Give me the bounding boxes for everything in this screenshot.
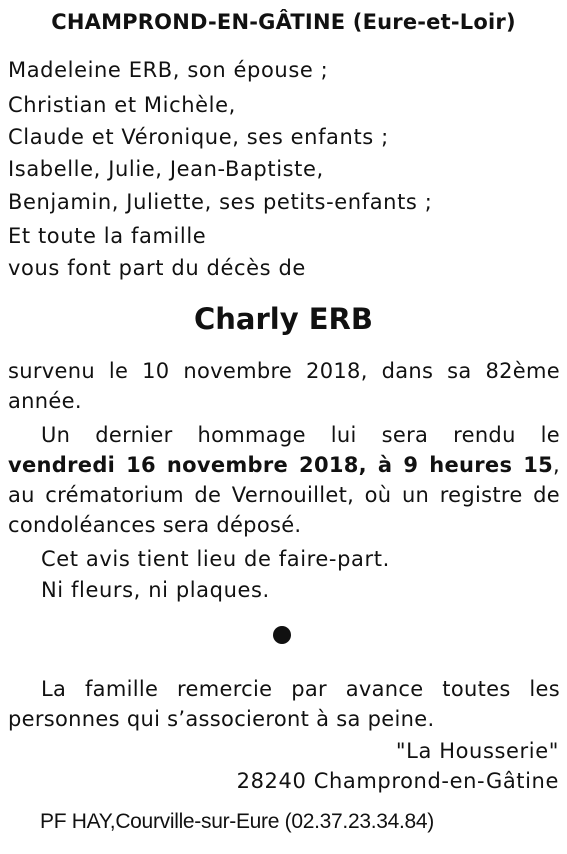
address-house: "La Housserie" [395, 739, 559, 763]
family-line: Et toute la famille [8, 224, 207, 248]
no-flowers-note: Ni fleurs, ni plaques. [41, 578, 270, 602]
family-line: Madeleine ERB, son épouse ; [8, 58, 329, 82]
deceased-name: Charly ERB [194, 302, 373, 336]
family-line: Claude et Véronique, ses enfants ; [8, 125, 389, 149]
address-city: 28240 Champrond-en-Gâtine [236, 769, 559, 793]
thanks-paragraph: La famille remercie par avance toutes les personnes qui s’associeront à sa peine. [8, 677, 560, 731]
ceremony-intro: Un dernier hommage lui sera rendu le [41, 423, 560, 447]
ceremony-date-time: vendredi 16 novembre 2018, à 9 heures 15 [8, 453, 554, 477]
ceremony-rest: , au crématorium de Vernouillet, où un registre de condoléances sera déposé. [8, 453, 560, 537]
family-line: Isabelle, Julie, Jean-Baptiste, [8, 157, 324, 181]
funeral-home-footer: PF HAY,Courville-sur-Eure (02.37.23.34.84) [40, 810, 434, 833]
ceremony-paragraph [8, 420, 560, 540]
family-line: Benjamin, Juliette, ses petits-enfants ; [8, 190, 433, 214]
death-announcement: survenu le 10 novembre 2018, dans sa 82ème année. [8, 359, 560, 413]
faire-part-note: Cet avis tient lieu de faire-part. [41, 547, 390, 571]
family-line: vous font part du décès de [8, 256, 306, 280]
notice-location-heading: CHAMPROND-EN-GÂTINE (Eure-et-Loir) [51, 10, 516, 34]
family-line: Christian et Michèle, [8, 93, 236, 117]
bullet-separator [273, 626, 291, 644]
